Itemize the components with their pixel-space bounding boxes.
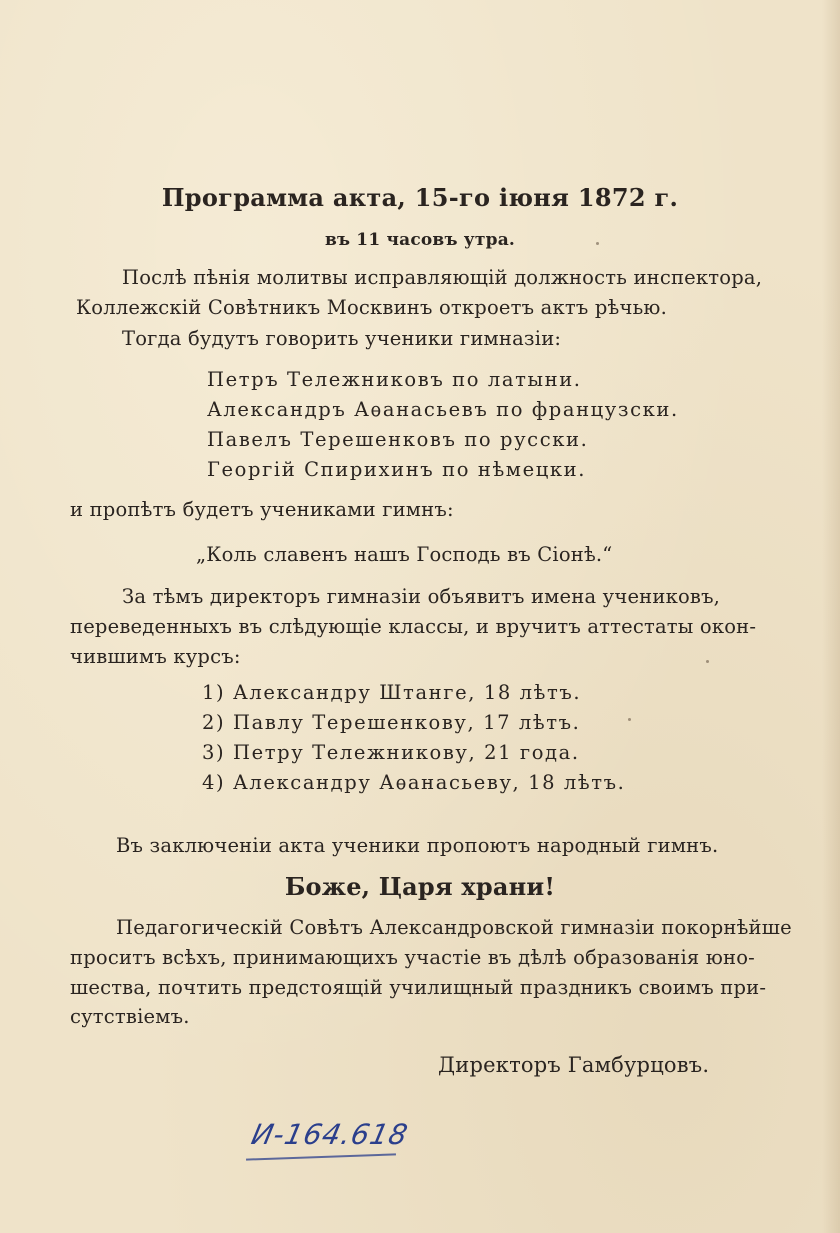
stamp-underline [246,1153,396,1160]
hymn-intro: и пропѣтъ будетъ учениками гимнъ: [70,498,454,521]
speaker-item: Александръ Аѳанасьевъ по французски. [207,398,679,421]
intro-line: Коллежскій Совѣтникъ Москвинъ откроетъ актъ рѣчью. [76,296,667,319]
hymn-title: „Коль славенъ нашъ Господь въ Сіонѣ.“ [196,543,613,566]
speaker-item: Георгій Спирихинъ по нѣмецки. [207,458,587,481]
council-line: сутствіемъ. [70,1005,190,1028]
speaker-item: Петръ Тележниковъ по латыни. [207,368,582,391]
graduate-item: 3) Петру Тележникову, 21 года. [202,741,580,764]
director-signature: Директоръ Гамбурцовъ. [438,1053,710,1077]
graduate-item: 4) Александру Аѳанасьеву, 18 лѣтъ. [202,771,626,794]
intro-line: Послѣ пѣнія молитвы исправляющій должность инспектора, [122,266,763,289]
closing-line: Въ заключеніи акта ученики пропоютъ народный гимнъ. [116,834,719,857]
director-intro-line: переведенныхъ въ слѣдующіе классы, и вручитъ аттестаты окон- [70,615,757,638]
director-intro-line: За тѣмъ директоръ гимназіи объявитъ имена учениковъ, [122,585,721,608]
paper-speck [596,242,599,245]
intro-line: Тогда будутъ говорить ученики гимназіи: [122,327,562,350]
paper-speck [628,718,631,721]
inventory-stamp: И-164.618 [248,1118,412,1151]
program-title: Программа акта, 15-го іюня 1872 г. [161,183,679,212]
paper-speck [706,660,709,663]
program-subtitle: въ 11 часовъ утра. [324,230,516,250]
council-line: шества, почтить предстоящій училищный праздникъ своимъ при- [70,976,767,999]
anthem-title: Боже, Царя храни! [284,872,556,901]
graduate-item: 1) Александру Штанге, 18 лѣтъ. [202,681,582,704]
speaker-item: Павелъ Терешенковъ по русски. [207,428,589,451]
council-line: проситъ всѣхъ, принимающихъ участіе въ дѣлѣ образованія юно- [70,946,755,969]
council-line: Педагогическій Совѣтъ Александровской гимназіи покорнѣйше [116,916,792,939]
graduate-item: 2) Павлу Терешенкову, 17 лѣтъ. [202,711,581,734]
director-intro-line: чившимъ курсъ: [70,645,241,668]
